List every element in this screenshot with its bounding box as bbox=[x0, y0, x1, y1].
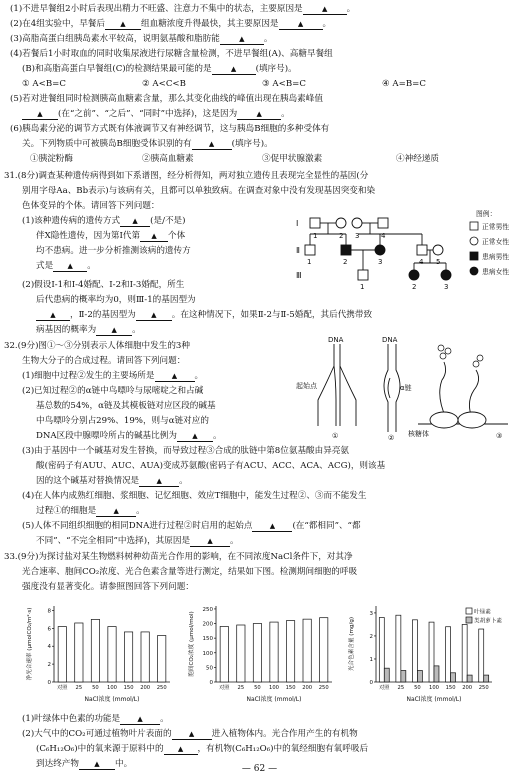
x-tick-label: 50 bbox=[92, 685, 99, 691]
q32-intro-1: 32.(9分)图①～③分别表示人体细胞中发生的3种 bbox=[4, 341, 190, 351]
q33-intro-3: 强度没有显著变化。请参照图回答下列问题： bbox=[22, 582, 194, 592]
answer-blank[interactable]: ▲ bbox=[140, 231, 168, 242]
q30-part2: (2)在4组实验中，早餐后 ▲ 组血糖浓度升得最快，其主要原因是 ▲ 。 bbox=[10, 19, 332, 29]
bar bbox=[462, 624, 467, 682]
answer-blank[interactable]: ▲ bbox=[105, 19, 141, 30]
x-axis-label: NaCl浓度 (mmol/L) bbox=[84, 696, 140, 703]
svg-text:4: 4 bbox=[419, 258, 424, 266]
answer-blank[interactable]: ▲ bbox=[79, 759, 115, 770]
q32-part3-cont: 酸(密码子有AUU、AUC、AUA)变成苏氨酸(密码子有ACU、ACC、ACA、ACG)，则该基 bbox=[36, 461, 386, 471]
bar bbox=[451, 673, 456, 682]
pedigree-I-1 bbox=[310, 218, 320, 228]
q31-intro-3: 色体变异的个体。请回答下列问题： bbox=[22, 201, 160, 211]
answer-blank[interactable]: ▲ bbox=[36, 310, 70, 321]
ribosome-label: 核糖体 bbox=[408, 430, 429, 438]
y-axis-label: 净光合速率 (μmolCO₂/m²·s) bbox=[27, 607, 33, 681]
pedigree-chart bbox=[296, 208, 514, 304]
x-tick-label: 100 bbox=[107, 685, 117, 691]
bar bbox=[384, 668, 389, 682]
legend-label: 正常男性 bbox=[482, 223, 510, 231]
q32-part3: (3)由于基因中一个碱基对发生替换，而导致过程③合成的肽链中第8位氨基酸由异亮氨 bbox=[22, 446, 350, 456]
q32-intro-2: 生物大分子的合成过程。请回答下列问题： bbox=[22, 356, 186, 366]
pedigree-II-4 bbox=[417, 245, 427, 255]
generation-label: Ⅱ bbox=[296, 246, 300, 255]
bar bbox=[417, 670, 422, 682]
bar bbox=[75, 623, 83, 682]
bar bbox=[237, 625, 245, 682]
legend-affected-male bbox=[470, 252, 478, 260]
bar bbox=[401, 670, 406, 682]
x-tick-label: 200 bbox=[462, 685, 473, 691]
answer-blank[interactable]: ▲ bbox=[139, 476, 179, 487]
bar bbox=[484, 675, 489, 682]
svg-text:2: 2 bbox=[343, 258, 348, 266]
q32-part3-cont2: 因的这个碱基对替换情况是 ▲ 。 bbox=[36, 476, 188, 486]
bar bbox=[479, 629, 484, 682]
y-tick-label: 4 bbox=[47, 644, 51, 651]
origin-label: 起始点 bbox=[296, 382, 317, 390]
bar bbox=[434, 666, 439, 682]
page-number: — 62 — bbox=[241, 764, 278, 774]
q32-part2-cont: 基总数的54%，α链及其模板链对应区段的碱基 bbox=[36, 401, 216, 411]
q30-part4: (4)若餐后1小时取血的同时收集尿液进行尿糖含量检测，不进早餐组(A)、高糖早餐组 bbox=[10, 49, 333, 59]
pedigree-II-3 bbox=[375, 245, 385, 255]
x-tick-label: 对照 bbox=[379, 685, 390, 691]
bar bbox=[220, 626, 228, 682]
answer-blank[interactable]: ▲ bbox=[53, 261, 87, 272]
x-tick-label: 150 bbox=[123, 685, 134, 691]
bar bbox=[141, 632, 149, 682]
q31-intro-1: 31.(8分)调查某种遗传病得到如下系谱图，经分析得知，两对独立遗传且表现完全显性的基因(分 bbox=[4, 171, 369, 181]
x-tick-label: 200 bbox=[140, 685, 151, 691]
y-tick-label: 1 bbox=[369, 656, 373, 663]
q30-choice-1: ①胰淀粉酶 bbox=[30, 154, 73, 164]
x-axis-label: NaCl浓度 (mmol/L) bbox=[406, 696, 462, 703]
answer-blank[interactable]: ▲ bbox=[22, 109, 58, 120]
pedigree-I-3 bbox=[352, 218, 362, 228]
legend-label: 类胡萝卜素 bbox=[474, 618, 502, 625]
y-tick-label: 2 bbox=[369, 633, 373, 640]
bar bbox=[396, 615, 401, 682]
chart-pigment-content bbox=[346, 598, 512, 704]
y-tick-label: 150 bbox=[202, 636, 213, 643]
q30-part4-cont: (B)和高脂高蛋白早餐组(C)的检测结果最可能的是 ▲ (填序号)。 bbox=[22, 64, 297, 74]
svg-text:5: 5 bbox=[436, 258, 441, 266]
bar bbox=[303, 619, 311, 682]
pedigree-II-1 bbox=[305, 245, 315, 255]
q33-part2-cont2: 到达终产物 ▲ 中。 bbox=[36, 759, 133, 769]
q30-part6: (6)胰岛素分泌的调节方式既有体液调节又有神经调节，这与胰岛B细胞的多种受体有 bbox=[10, 124, 330, 134]
svg-text:2: 2 bbox=[339, 232, 344, 240]
y-tick-label: 250 bbox=[202, 606, 213, 613]
answer-blank[interactable]: ▲ bbox=[155, 371, 195, 382]
q30-part3: (3)高脂高蛋白组胰岛素水平较高，说明氨基酸和脂肪能 ▲ 。 bbox=[10, 34, 273, 44]
q31-part2-cont2: ▲ ，Ⅱ-2的基因型为 ▲ 。在这种情况下，如果Ⅱ-2与Ⅱ-5婚配，其后代携带致 bbox=[36, 308, 372, 323]
q33-part2: (2)大气中的CO₂可通过植物叶片表面的 ▲ 进入植物体内。光合作用产生的有机物 bbox=[22, 729, 358, 739]
legend-title: 图例： bbox=[476, 210, 497, 218]
svg-text:2: 2 bbox=[412, 283, 417, 291]
answer-blank[interactable]: ▲ bbox=[164, 744, 198, 755]
q31-part1-cont: 伴X隐性遗传，因为第Ⅰ代第 ▲ 个体 bbox=[36, 231, 186, 241]
alpha-chain-label: α链 bbox=[400, 384, 412, 392]
bar bbox=[91, 619, 99, 682]
q32-part4: (4)在人体内成熟红细胞、浆细胞、记忆细胞、效应T细胞中，能发生过程②、③而不能发生 bbox=[22, 491, 367, 501]
legend-normal-male bbox=[470, 222, 478, 230]
bar bbox=[58, 627, 66, 682]
x-tick-label: 250 bbox=[318, 685, 329, 691]
x-tick-label: 25 bbox=[237, 685, 245, 691]
legend-label: 正常女性 bbox=[482, 238, 510, 246]
y-tick-label: 8 bbox=[47, 608, 51, 615]
q30-choice-4: ④神经递质 bbox=[396, 154, 439, 164]
bar bbox=[412, 620, 417, 682]
process-label-1: ① bbox=[332, 432, 339, 440]
y-tick-label: 100 bbox=[202, 650, 213, 657]
y-tick-label: 200 bbox=[202, 621, 213, 628]
q33-intro-1: 33.(9分)为探讨盐对某生物燃料树种幼苗光合作用的影响，在不同浓度NaCl条件下，对其净 bbox=[4, 552, 353, 562]
svg-text:3: 3 bbox=[378, 258, 383, 266]
q33-intro-2: 光合速率、胞间CO₂浓度、光合色素含量等进行测定，结果如下图。检测期间细胞的呼吸 bbox=[22, 567, 358, 577]
x-tick-label: 25 bbox=[397, 685, 405, 691]
pedigree-III-3 bbox=[441, 270, 451, 280]
x-tick-label: 50 bbox=[414, 685, 421, 691]
y-tick-label: 2 bbox=[47, 662, 51, 669]
x-tick-label: 100 bbox=[429, 685, 439, 691]
q31-part1-cont2: 均不患病。进一步分析推测该病的遗传方 bbox=[36, 246, 191, 256]
x-tick-label: 150 bbox=[445, 685, 456, 691]
y-tick-label: 6 bbox=[47, 626, 51, 633]
answer-blank[interactable]: ▲ bbox=[172, 729, 212, 740]
svg-text:1: 1 bbox=[313, 232, 318, 240]
synthesis-diagram bbox=[296, 336, 514, 440]
q32-part5: (5)人体不同组织细胞的相同DNA进行过程②时启用的起始点 ▲ (在“都相同”、“都 bbox=[22, 521, 361, 531]
q33-part1: (1)叶绿体中色素的功能是 ▲ 。 bbox=[22, 714, 169, 724]
answer-blank[interactable]: ▲ bbox=[220, 34, 264, 45]
legend-affected-female bbox=[470, 267, 478, 275]
q30-part6-cont: 关。下列物质中可被胰岛B细胞受体识别的有 ▲ (填序号)。 bbox=[22, 139, 273, 149]
generation-label: Ⅲ bbox=[296, 271, 302, 280]
bar bbox=[379, 618, 384, 682]
bar bbox=[320, 618, 328, 682]
q30-option-4: ④ A=B=C bbox=[382, 79, 426, 89]
y-axis-label: 光合色素含量 (mg/g) bbox=[349, 616, 355, 672]
bar bbox=[108, 627, 116, 682]
process-label-3: ③ bbox=[496, 432, 503, 440]
q31-part2: (2)假设Ⅰ-1和Ⅰ-4婚配、Ⅰ-2和Ⅰ-3婚配，所生 bbox=[22, 280, 185, 290]
y-tick-label: 0 bbox=[47, 680, 51, 686]
x-tick-label: 250 bbox=[478, 685, 489, 691]
legend-swatch bbox=[466, 617, 472, 623]
svg-text:1: 1 bbox=[360, 283, 365, 291]
q31-part1-cont3: 式是 ▲ 。 bbox=[36, 261, 96, 271]
chart-net-photosynthesis bbox=[24, 598, 174, 704]
process-label-2: ② bbox=[388, 434, 395, 440]
x-tick-label: 对照 bbox=[57, 685, 68, 691]
answer-blank[interactable]: ▲ bbox=[96, 325, 132, 336]
answer-blank[interactable]: ▲ bbox=[120, 216, 150, 227]
generation-label: Ⅰ bbox=[296, 219, 299, 228]
legend-label: 患病女性 bbox=[482, 268, 510, 276]
q31-part1: (1)该种遗传病的遗传方式 ▲ (是/不是) bbox=[22, 216, 186, 226]
y-tick-label: 3 bbox=[369, 610, 373, 617]
q32-part2-cont2: 中鸟嘌呤分别占29%、19%，则与α链对应的 bbox=[36, 416, 209, 426]
q31-part2-cont3: 病基因的概率为 ▲ 。 bbox=[36, 325, 141, 335]
q32-part4-cont: 过程①的细胞是 ▲ 。 bbox=[36, 506, 145, 516]
y-tick-label: 0 bbox=[369, 680, 373, 686]
x-tick-label: 200 bbox=[302, 685, 313, 691]
q32-part2: (2)已知过程②的α链中鸟嘌呤与尿嘧啶之和占碱 bbox=[22, 386, 204, 396]
y-axis-label: 胞间CO₂浓度 (μmol/mol) bbox=[189, 611, 195, 677]
q32-part1: (1)细胞中过程②发生的主要场所是 ▲ 。 bbox=[22, 371, 204, 381]
x-tick-label: 对照 bbox=[219, 685, 230, 691]
answer-blank[interactable]: ▲ bbox=[212, 64, 256, 75]
chart-intercellular-co2 bbox=[186, 598, 336, 704]
svg-text:3: 3 bbox=[355, 232, 360, 240]
bar bbox=[446, 627, 451, 682]
svg-text:1: 1 bbox=[307, 258, 312, 266]
pedigree-II-5 bbox=[433, 245, 443, 255]
bar bbox=[124, 632, 132, 682]
bar bbox=[253, 624, 261, 682]
pedigree-II-2 bbox=[341, 245, 351, 255]
answer-blank[interactable]: ▲ bbox=[279, 19, 323, 30]
answer-blank[interactable]: ▲ bbox=[303, 4, 347, 15]
legend-swatch bbox=[466, 608, 472, 614]
y-tick-label: 0 bbox=[209, 680, 213, 686]
legend-normal-female bbox=[470, 237, 478, 245]
answer-blank[interactable]: ▲ bbox=[136, 310, 172, 321]
q30-part5-cont: ▲ (在“之前”、“之后”、“同时”中选择)，这是因为 ▲ 。 bbox=[22, 107, 290, 122]
answer-blank[interactable]: ▲ bbox=[177, 431, 213, 442]
dna-label: DNA bbox=[382, 336, 398, 344]
y-tick-label: 50 bbox=[206, 665, 213, 672]
bar bbox=[270, 622, 278, 682]
pedigree-III-2 bbox=[409, 270, 419, 280]
answer-blank[interactable]: ▲ bbox=[237, 109, 281, 120]
q30-part1: (1)不进早餐组2小时后表现出精力不旺盛、注意力不集中的状态，主要原因是 ▲ 。 bbox=[10, 4, 356, 14]
q30-option-3: ③ A<B=C bbox=[262, 79, 306, 89]
legend-label: 患病男性 bbox=[482, 253, 510, 261]
x-axis-label: NaCl浓度 (mmol/L) bbox=[246, 696, 302, 703]
q31-part2-cont: 后代患病的概率均为0，则Ⅲ-1的基因型为 bbox=[36, 295, 196, 305]
x-tick-label: 150 bbox=[285, 685, 296, 691]
bar bbox=[429, 622, 434, 682]
legend-label: 叶绿素 bbox=[474, 609, 491, 616]
answer-blank[interactable]: ▲ bbox=[192, 139, 232, 150]
x-tick-label: 250 bbox=[156, 685, 167, 691]
pedigree-I-4 bbox=[378, 218, 388, 228]
q30-option-2: ② A<C<B bbox=[142, 79, 186, 89]
answer-blank[interactable]: ▲ bbox=[120, 714, 160, 725]
pedigree-III-1 bbox=[358, 270, 368, 280]
answer-blank[interactable]: ▲ bbox=[252, 521, 292, 532]
x-tick-label: 25 bbox=[75, 685, 83, 691]
svg-text:3: 3 bbox=[444, 283, 449, 291]
pedigree-I-2 bbox=[336, 218, 346, 228]
q30-choice-2: ②胰高血糖素 bbox=[142, 154, 194, 164]
q32-part5-cont: 不同”、“不完全相同”中选择)，其原因是 ▲ 。 bbox=[36, 536, 239, 546]
answer-blank[interactable]: ▲ bbox=[96, 506, 136, 517]
q33-part2-cont: (C₆H₁₂O₆)中的氧来源于原料中的 ▲ ，有机物(C₆H₁₂O₆)中的氧经细胞有氧呼吸后 bbox=[36, 744, 369, 754]
q32-part2-cont3: DNA区段中腺嘌呤所占的碱基比例为 ▲ 。 bbox=[36, 431, 222, 441]
answer-blank[interactable]: ▲ bbox=[190, 536, 230, 547]
x-tick-label: 50 bbox=[254, 685, 261, 691]
dna-label: DNA bbox=[328, 336, 344, 344]
bar bbox=[158, 636, 166, 682]
q30-part5: (5)若对进餐组同时检测胰高血糖素含量，那么其变化曲线的峰值出现在胰岛素峰值 bbox=[10, 94, 323, 104]
bar bbox=[286, 621, 294, 682]
x-tick-label: 100 bbox=[269, 685, 279, 691]
q30-option-1: ① A<B=C bbox=[22, 79, 66, 89]
svg-text:4: 4 bbox=[381, 232, 386, 240]
bar bbox=[467, 675, 472, 682]
q31-intro-2: 别用字母Aa、Bb表示)与该病有关，且都可以单独致病。在调查对象中没有发现基因突变和染 bbox=[22, 186, 376, 196]
q30-choice-3: ③促甲状腺激素 bbox=[262, 154, 323, 164]
